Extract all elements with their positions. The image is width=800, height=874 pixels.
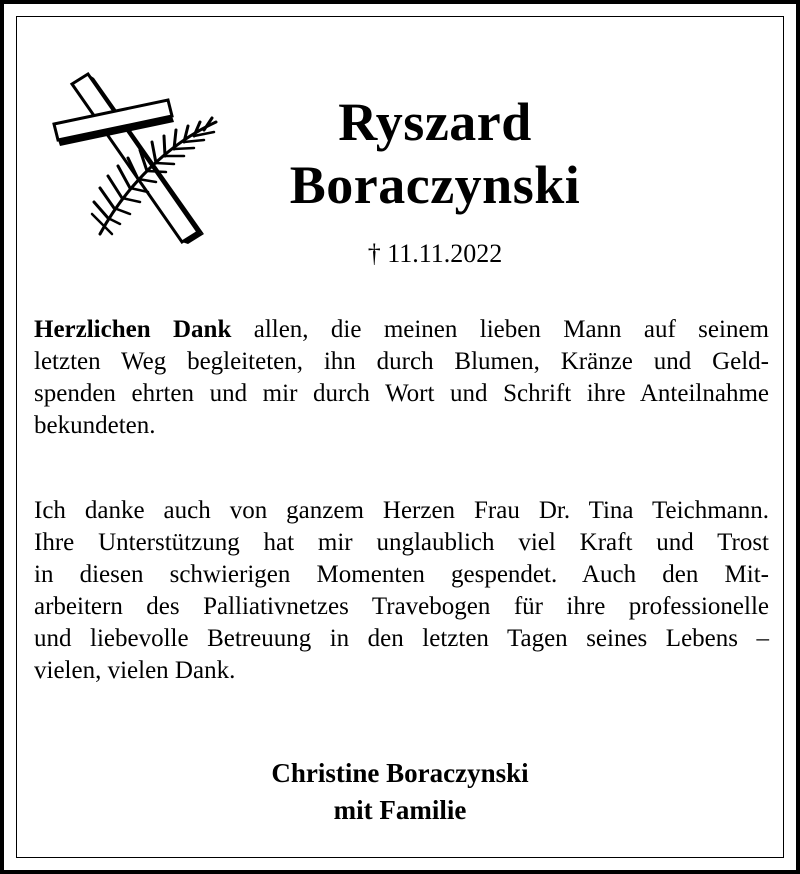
cross-with-palm-frond-icon xyxy=(48,66,224,246)
dagger-icon: † xyxy=(367,239,381,268)
signoff-name: Christine Boraczynski xyxy=(271,758,529,788)
doctor-paragraph xyxy=(34,495,769,687)
thanks-line: letzten Weg begleiteten, ihn durch Blumen, Kränze und Geld- xyxy=(34,348,769,375)
thanks-line: bekundeten. xyxy=(34,412,156,439)
signoff-family: mit Familie xyxy=(333,795,467,825)
death-date: 11.11.2022 xyxy=(387,239,503,268)
thanks-line: Herzlichen Dank allen, die meinen lieben Mann auf seinem xyxy=(34,316,769,343)
doctor-line: vielen, vielen Dank. xyxy=(34,657,236,684)
doctor-line: Ihre Unterstützung hat mir unglaublich viel Kraft und Trost xyxy=(34,529,769,556)
thanks-paragraph xyxy=(34,314,769,442)
thanks-lead: Herzlichen Dank xyxy=(34,316,232,343)
death-date-line xyxy=(235,236,635,272)
thanks-line: spenden ehrten und mir durch Wort und Schrift ihre Anteilnahme xyxy=(34,380,769,407)
doctor-line: und liebevolle Betreuung in den letzten Tagen seines Lebens – xyxy=(34,625,769,652)
deceased-last-name: Boraczynski xyxy=(289,155,581,215)
deceased-first-name: Ryszard xyxy=(338,92,532,152)
doctor-line: in diesen schwierigen Momenten gespendet. Auch den Mit- xyxy=(34,561,769,588)
doctor-line: arbeitern des Palliativnetzes Travebogen für ihre professionelle xyxy=(34,593,769,620)
doctor-line: Ich danke auch von ganzem Herzen Frau Dr. Tina Teichmann. xyxy=(34,497,769,524)
